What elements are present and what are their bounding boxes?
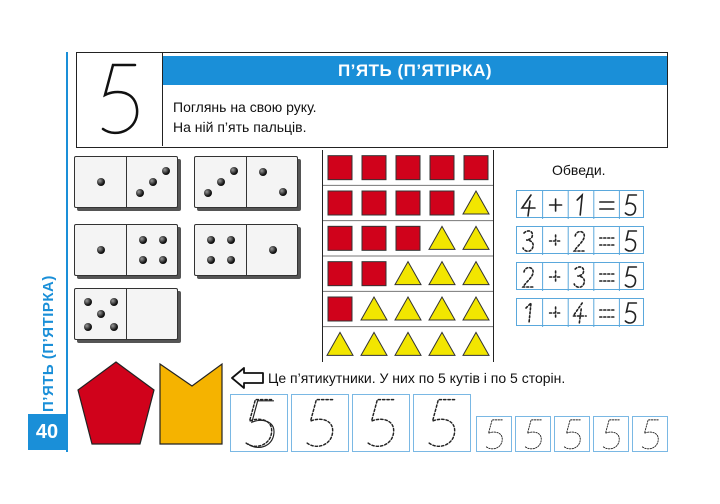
writing-cell[interactable]: [352, 394, 410, 452]
domino-pip: [159, 236, 167, 244]
red-square: [328, 262, 352, 286]
red-square: [396, 191, 420, 215]
domino: [74, 288, 178, 340]
writing-cell[interactable]: [413, 394, 471, 452]
domino: [194, 156, 298, 208]
writing-cell[interactable]: [632, 416, 668, 452]
domino-pip: [110, 323, 118, 331]
side-rule: [66, 52, 68, 452]
domino-pip: [97, 310, 105, 318]
page-number: 40: [28, 414, 66, 450]
yellow-triangle: [395, 297, 421, 320]
yellow-triangle: [429, 297, 455, 320]
domino-pip: [97, 178, 105, 186]
domino-pip: [269, 246, 277, 254]
domino: [74, 156, 178, 208]
writing-cell[interactable]: [593, 416, 629, 452]
domino-half: [195, 225, 246, 275]
domino-half: [195, 157, 246, 207]
domino-pip: [217, 178, 225, 186]
domino-pip: [97, 246, 105, 254]
domino-half: [246, 225, 297, 275]
domino-pip: [84, 298, 92, 306]
trace-equation[interactable]: [516, 190, 644, 218]
trace-title: Обведи.: [552, 162, 606, 178]
red-square: [362, 156, 386, 180]
yellow-triangle: [361, 297, 387, 320]
shapes-svg: [322, 150, 494, 362]
domino-pip: [84, 323, 92, 331]
domino-pip: [159, 256, 167, 264]
red-square: [362, 191, 386, 215]
writing-cell[interactable]: [291, 394, 349, 452]
writing-cell[interactable]: [476, 416, 512, 452]
yellow-triangle: [463, 297, 489, 320]
domino-pip: [207, 236, 215, 244]
domino-half: [246, 157, 297, 207]
intro-line-2: На ній п’ять пальців.: [173, 119, 307, 135]
domino-pip: [136, 189, 144, 197]
red-square: [430, 191, 454, 215]
trace-equation[interactable]: [516, 298, 644, 326]
yellow-triangle: [463, 226, 489, 249]
red-square: [396, 226, 420, 250]
shapes-grid: [322, 150, 494, 362]
arrow-left-icon: [230, 366, 266, 390]
domino-pip: [259, 168, 267, 176]
domino-pip: [139, 256, 147, 264]
intro-text: [173, 97, 317, 137]
domino-half: [126, 289, 177, 339]
writing-cell[interactable]: [230, 394, 288, 452]
writing-cell[interactable]: [554, 416, 590, 452]
domino-pip: [149, 178, 157, 186]
concave-pentagon: [160, 364, 222, 444]
yellow-triangle: [463, 262, 489, 285]
domino-half: [126, 225, 177, 275]
red-square: [430, 156, 454, 180]
red-square: [464, 156, 488, 180]
domino-pip: [207, 256, 215, 264]
domino-half: [75, 157, 126, 207]
domino-pip: [204, 189, 212, 197]
pentagons: [72, 356, 232, 452]
domino-half: [75, 225, 126, 275]
yellow-triangle: [429, 332, 455, 355]
red-square: [362, 262, 386, 286]
side-title: П’ЯТЬ (П’ЯТІРКА): [40, 275, 57, 412]
red-square: [328, 156, 352, 180]
domino-pip: [227, 256, 235, 264]
yellow-triangle: [463, 191, 489, 214]
header-box: [76, 52, 668, 148]
domino-half: [126, 157, 177, 207]
yellow-triangle: [395, 332, 421, 355]
red-square: [328, 297, 352, 321]
yellow-triangle: [429, 262, 455, 285]
domino-pip: [230, 167, 238, 175]
big-digit-five: [77, 53, 163, 146]
domino: [74, 224, 178, 276]
yellow-triangle: [361, 332, 387, 355]
yellow-triangle: [327, 332, 353, 355]
red-square: [328, 226, 352, 250]
red-square: [328, 191, 352, 215]
yellow-triangle: [463, 332, 489, 355]
intro-line-1: Поглянь на свою руку.: [173, 99, 317, 115]
yellow-triangle: [395, 262, 421, 285]
pentagon-text: Це п’ятикутники. У них по 5 кутів і по 5 сторін.: [268, 370, 566, 386]
domino-pip: [162, 167, 170, 175]
domino: [194, 224, 298, 276]
red-square: [362, 226, 386, 250]
red-square: [396, 156, 420, 180]
yellow-triangle: [429, 226, 455, 249]
domino-half: [75, 289, 126, 339]
domino-pip: [139, 236, 147, 244]
domino-pip: [110, 298, 118, 306]
trace-equation[interactable]: [516, 226, 644, 254]
trace-equation[interactable]: [516, 262, 644, 290]
regular-pentagon: [78, 362, 154, 444]
domino-pip: [227, 236, 235, 244]
writing-cell[interactable]: [515, 416, 551, 452]
page-title: П’ЯТЬ (П’ЯТІРКА): [163, 56, 667, 85]
domino-pip: [279, 188, 287, 196]
